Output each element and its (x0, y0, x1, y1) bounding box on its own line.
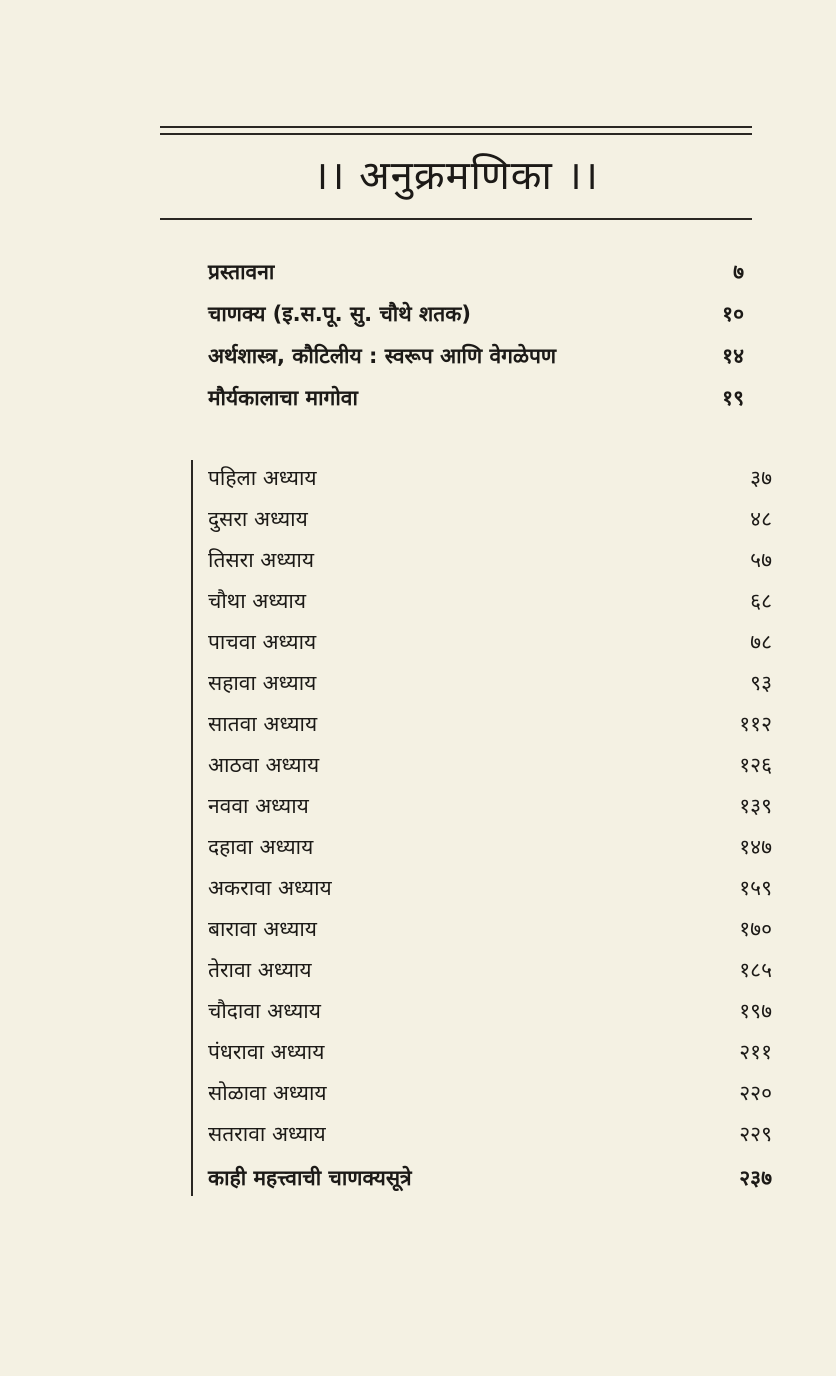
toc-entry-chapter-17[interactable] (208, 1116, 772, 1152)
toc-entry-chapter-15[interactable] (208, 1034, 772, 1070)
toc-entry-page: ७८ (750, 630, 772, 654)
toc-entry-page: ११२ (739, 712, 772, 736)
toc-entry-title: नववा अध्याय (208, 794, 309, 818)
toc-entry-title: अकरावा अध्याय (208, 876, 332, 900)
toc-entry-chapter-6[interactable] (208, 665, 772, 701)
toc-entry-page: १० (722, 302, 744, 326)
toc-entry-chapter-12[interactable] (208, 911, 772, 947)
heading-bottom-rule (160, 218, 752, 220)
toc-entry-page: १७० (739, 917, 772, 941)
toc-entry-title: बारावा अध्याय (208, 917, 317, 941)
toc-entry-page: ६८ (750, 589, 772, 613)
toc-entry-title: चौदावा अध्याय (208, 999, 321, 1023)
toc-entry-title: प्रस्तावना (208, 260, 275, 284)
toc-entry-page: १३९ (739, 794, 772, 818)
toc-entry-page: १४ (722, 344, 744, 368)
toc-entry-title: तेरावा अध्याय (208, 958, 312, 982)
toc-entry-title: अर्थशास्त्र, कौटिलीय : स्वरूप आणि वेगळेपण (208, 344, 557, 368)
toc-entry-title: पंधरावा अध्याय (208, 1040, 325, 1064)
toc-entry-chapter-2[interactable] (208, 501, 772, 537)
toc-entry-title: दुसरा अध्याय (208, 507, 308, 531)
toc-entry-title: सहावा अध्याय (208, 671, 317, 695)
toc-entry-page: २११ (739, 1040, 772, 1064)
toc-entry-page: ७ (733, 260, 744, 284)
toc-entry-page: १८५ (739, 958, 772, 982)
toc-entry-title: आठवा अध्याय (208, 753, 320, 777)
toc-entry-page: १९७ (739, 999, 772, 1023)
toc-entry-page: २२० (739, 1081, 772, 1105)
toc-entry-title: पहिला अध्याय (208, 466, 317, 490)
toc-entry-chapter-3[interactable] (208, 542, 772, 578)
toc-entry-title: तिसरा अध्याय (208, 548, 315, 572)
toc-entry-page: ९३ (750, 671, 772, 695)
toc-entry-chapter-5[interactable] (208, 624, 772, 660)
toc-entry-chapter-9[interactable] (208, 788, 772, 824)
toc-entry-chapter-1[interactable] (208, 460, 772, 496)
toc-entry-page: ५७ (750, 548, 772, 572)
toc-entry-title: पाचवा अध्याय (208, 630, 317, 654)
toc-entry-chanakya[interactable] (208, 296, 744, 332)
toc-entry-page: १२६ (739, 753, 772, 777)
toc-entry-title: चाणक्य (इ.स.पू. सु. चौथे शतक) (208, 302, 471, 326)
toc-entry-chapter-8[interactable] (208, 747, 772, 783)
toc-entry-page: ४८ (750, 507, 772, 531)
toc-entry-chapter-13[interactable] (208, 952, 772, 988)
toc-entry-chapter-14[interactable] (208, 993, 772, 1029)
toc-entry-page: २३७ (739, 1166, 772, 1190)
toc-entry-page: १९ (722, 386, 744, 410)
toc-entry-chapter-10[interactable] (208, 829, 772, 865)
contents-heading: ।। अनुक्रमणिका ।। (313, 153, 599, 199)
toc-entry-preface[interactable] (208, 254, 744, 290)
top-rule-upper (160, 126, 752, 128)
chapter-list-bar (191, 460, 193, 1196)
toc-entry-title: चौथा अध्याय (208, 589, 307, 613)
toc-entry-title: सतरावा अध्याय (208, 1122, 326, 1146)
toc-entry-page: १५९ (739, 876, 772, 900)
toc-entry-title: दहावा अध्याय (208, 835, 314, 859)
toc-entry-chapter-11[interactable] (208, 870, 772, 906)
toc-entry-arthashastra[interactable] (208, 338, 744, 374)
toc-entry-title: सातवा अध्याय (208, 712, 318, 736)
toc-entry-page: १४७ (739, 835, 772, 859)
toc-entry-chapter-4[interactable] (208, 583, 772, 619)
toc-entry-maurya-era[interactable] (208, 380, 744, 416)
toc-entry-chapter-16[interactable] (208, 1075, 772, 1111)
toc-entry-page: ३७ (750, 466, 772, 490)
top-rule-lower (160, 133, 752, 135)
toc-entry-page: २२९ (739, 1122, 772, 1146)
toc-entry-chanakya-sutras[interactable] (208, 1160, 772, 1196)
toc-entry-title: मौर्यकालाचा मागोवा (208, 386, 358, 410)
toc-entry-chapter-7[interactable] (208, 706, 772, 742)
toc-entry-title: सोळावा अध्याय (208, 1081, 327, 1105)
toc-entry-title: काही महत्त्वाची चाणक्यसूत्रे (208, 1166, 412, 1190)
